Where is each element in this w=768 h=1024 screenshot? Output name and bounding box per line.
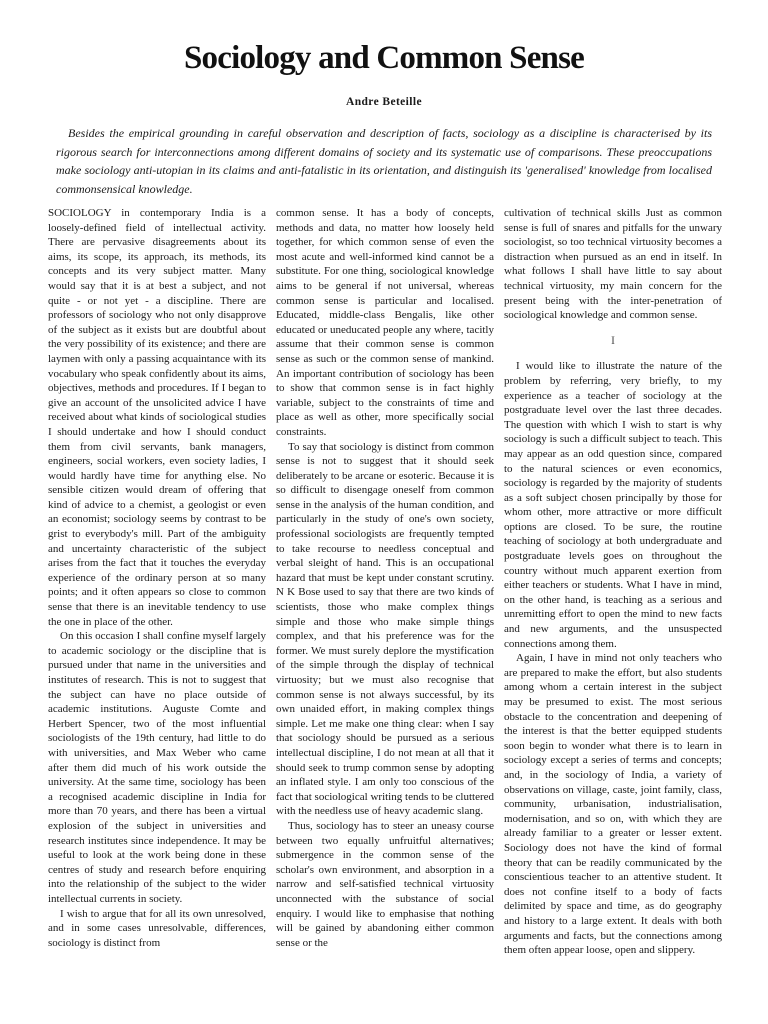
author-name: Andre Beteille (346, 96, 422, 108)
paragraph: SOCIOLOGY in contemporary India is a loosely-defined field of intellectual activity. There are pervasive disagreements about its aims, its scope, its approach, its methods, its concepts and its very subject matter. Many would say that it is at best a subject, and not quite - or not yet - a discipline. There are professors of sociology who not only disapprove of the subject as it exists but are doubtful about the very possibility of its existence; and there are laymen with only a passing acquaintance with its vocabulary who speak confidently about its aims, objectives, methods and procedures. If I began to give an account of the unsolicited advice I have received about what kinds of sociological studies I should undertake and how I should conduct them from civil servants, bank managers, engineers, social workers, even society ladies, I would hardly have time for anything else. No sensible citizen would dream of offering that kind of advice to a chemist, a geologist or even an economist; sociology seems by contrast to be grist to everybody's mill. Part of the ambiguity and uncertainty characteristic of the subject arises from the fact that it touches the everyday experience of the ordinary person at so many points; and it often appears so close to common sense that there is an inevitable tendency to use the one in place of the other. (48, 207, 266, 628)
paragraph: To say that sociology is distinct from common sense is not to suggest that it should seek deliberately to be arcane or esoteric. Because it is so difficult to disengage oneself from common sense in the analysis of the human condition, and particularly in the study of one's own society, professional sociologists are frequently tempted to take recourse to needless conceptual and verbal sleight of hand. This is an occupational hazard that must be kept under constant scrutiny. N K Bose used to say that there are two kinds of scientists, those who make complex things simple and those who make simple things complex, and that his preference was for the former. We must surely deplore the mystification of the simple through the display of technical virtuosity; but we must also recognise that common sense is not always successful, by its own unaided effort, in making complex things simple. Let me make one thing clear: when I say that sociology should be pursued as a serious intellectual discipline, I do not mean at all that it should seek to trump common sense by adopting an inflated style. I am only too conscious of the fact that sociological writing tends to be cluttered with the needless use of heavy academic slang. (276, 440, 494, 818)
paragraph: Thus, sociology has to steer an uneasy course between two equally unfruitful alternatives; submergence in the common sense of the scholar's own environment, and absorption in a narrow and self-satisfied technical virtuosity unconnected with the substance of social enquiry. I would like to emphasise that nothing will be gained by abandoning either common sense or the (276, 819, 494, 949)
paragraph: On this occasion I shall confine myself largely to academic sociology or the discipline that is pursued under that name in the universities and institutes of research. This is not to suggest that the subject can have no place outside of academic institutions. Auguste Comte and Herbert Spencer, two of the most influential sociologists of the 19th century, had little to do with universities, and Max Weber who came after them did much of his work outside the university. At the same time, sociology has been a recognised academic discipline in India for more than 70 years, and there has been a virtual explosion of the subject in universities and research institutes since independence. It may be useful to look at the work being done in these centres of study and research before enquiring into the relationship of the subject to the wider intellectual currents in society. (48, 630, 266, 905)
article-title: Sociology and Common Sense (184, 40, 584, 76)
column-3 (504, 206, 722, 1016)
body-columns (48, 206, 722, 1016)
paragraph: common sense. It has a body of concepts, methods and data, no matter how loosely held together, for which common sense of even the most acute and well-informed kind cannot be a substitute. For one thing, sociological knowledge aims to be general if not universal, whereas common sense is particular and localised. Educated, middle-class Bengalis, like other educated or uneducated people any where, tacitly assume that their common sense is common sense as such or the common sense of mankind. An important contribution of sociology has been to show that common sense is in fact highly variable, subject to the constraints of time and place as well as other, more specifically social constraints. (276, 207, 494, 438)
paragraph: Again, I have in mind not only teachers who are prepared to make the effort, but also students among whom a certain interest in the subject may be presumed to exist. The most serious obstacle to the concentration and deepening of the interest is that the better equipped students soon begin to wonder what there is to learn in sociology except a series of terms and concepts; and, in the sociology of India, a variety of observations on village, caste, joint family, class, community, urbanisation, industrialisation, modernisation, and so on, with which they are already familiar to a greater or lesser extent. Sociology does not have the kind of formal theory that can be readily communicated by the conscientious teacher to an attentive student. It does not confine itself to a body of facts delimited by space and time, as do geography and history to a large extent. It deals with both arguments and facts, but the connections among them often appear loose, open and slippery. (504, 652, 722, 957)
paragraph: I wish to argue that for all its own unresolved, and in some cases unresolvable, differences, sociology is distinct from (48, 907, 266, 949)
column-1 (48, 206, 266, 1016)
abstract: Besides the empirical grounding in careful observation and description of facts, sociology as a discipline is characterised by its rigorous search for interconnections among different domains of society and its systematic use of comparisons. These preoccupations make sociology anti-utopian in its claims and anti-fatalistic in its orientation, and distinguish its 'generalised' knowledge from localised commonsensical knowledge. (56, 126, 712, 196)
section-number: I (611, 332, 615, 347)
paragraph: I would like to illustrate the nature of the problem by referring, very briefly, to my experience as a teacher of sociology at the postgraduate level over the last three decades. The question with which I wish to start is why sociology is such a difficult subject to teach. This may appear as an odd question since, compared to the natural sciences or even economics, sociology is regarded by the majority of students as a soft subject chosen principally by those for whom other, more attractive or more difficult options are closed. To be sure, the routine teaching of sociology at both undergraduate and postgraduate levels goes on throughout the country without much apparent exertion from either teachers or students. What I have in mind, on the other hand, is teaching as a serious and unremitting effort to open the mind to new facts and new arguments, and the unsuspected connections among them. (504, 360, 722, 650)
column-2 (276, 206, 494, 1016)
paragraph: cultivation of technical skills Just as common sense is full of snares and pitfalls for the unwary sociologist, so too technical virtuosity becomes a distraction when pursued as an end in itself. In what follows I shall have little to say about technical virtuosity, my main concern for the present being with the inter-penetration of sociological knowledge and common sense. (504, 207, 722, 322)
